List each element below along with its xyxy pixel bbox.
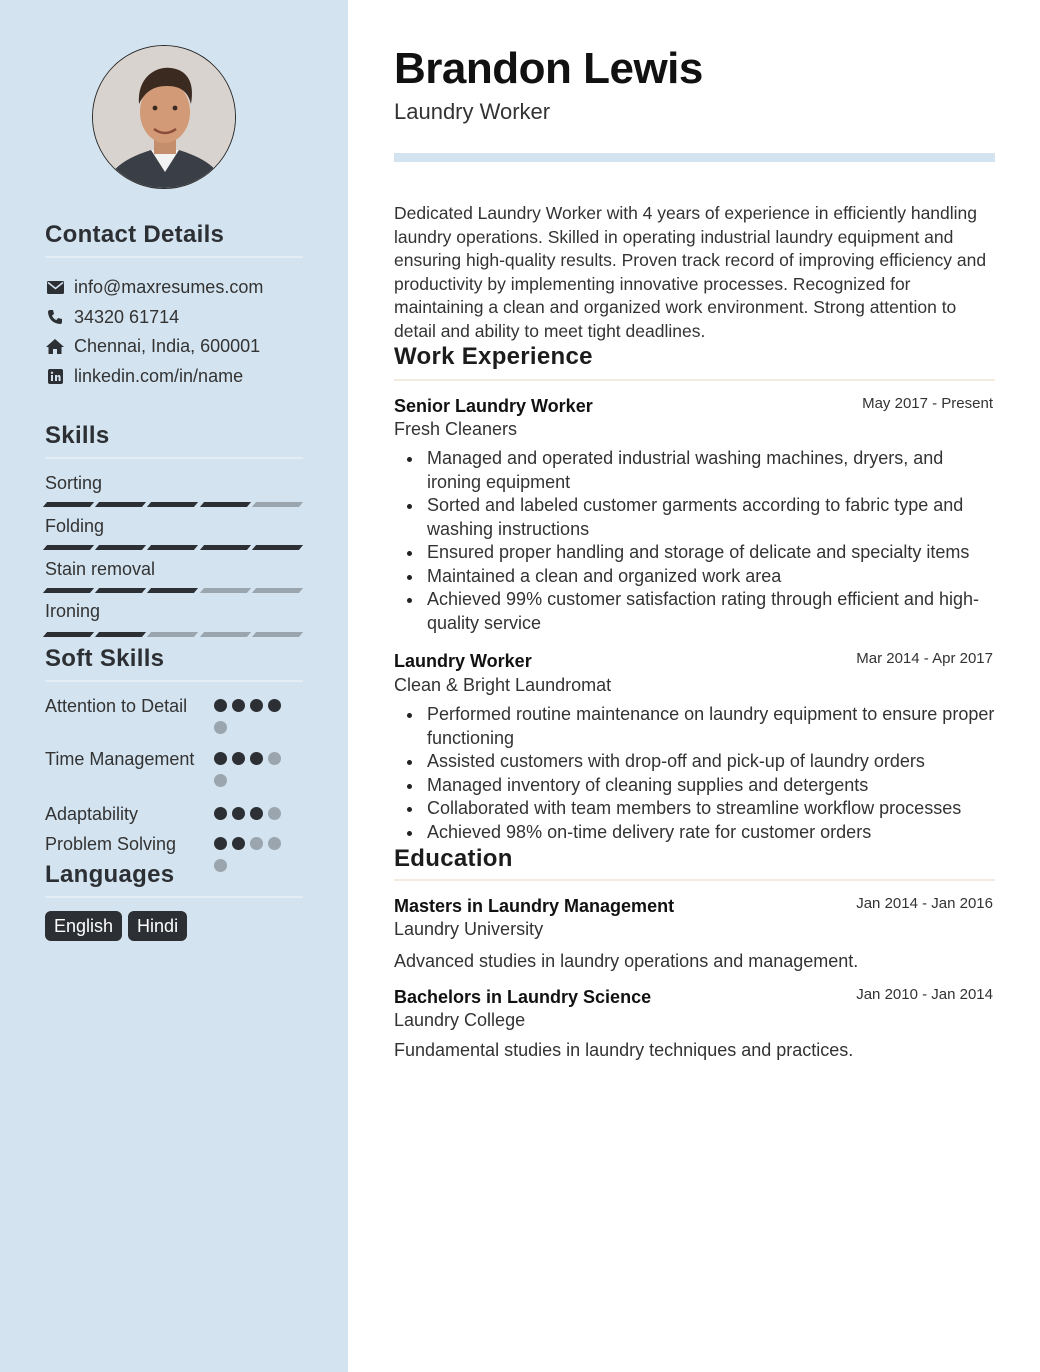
degree-description: Fundamental studies in laundry techniques and practices.: [394, 1040, 854, 1060]
job-company: Fresh Cleaners: [394, 419, 518, 439]
education-divider: [394, 879, 995, 881]
rating-dot-empty: [268, 752, 281, 765]
skill-bar-empty: [200, 588, 251, 593]
linkedin-icon: [45, 366, 65, 386]
sidebar: [0, 0, 348, 1372]
contact-divider: [45, 256, 303, 258]
soft-skill-label: Time Management: [45, 749, 195, 769]
school-name: Laundry University: [394, 919, 544, 939]
skill-bar-filled: [95, 632, 146, 637]
skill-bar-filled: [43, 588, 94, 593]
contact-phone-text: 34320 61714: [74, 306, 180, 327]
list-item: Achieved 99% customer satisfaction rating through efficient and high-quality service: [394, 588, 996, 635]
skill-bar-filled: [95, 545, 146, 550]
skill-label: Ironing: [45, 601, 101, 621]
skill-label: Sorting: [45, 473, 103, 493]
phone-icon: [45, 307, 65, 327]
list-item: Assisted customers with drop-off and pick-up of laundry orders: [394, 750, 996, 774]
skill-bar-empty: [252, 632, 303, 637]
degree-description: Advanced studies in laundry operations and management.: [394, 951, 859, 971]
candidate-title: Laundry Worker: [394, 99, 551, 124]
job-company: Clean & Bright Laundromat: [394, 675, 612, 695]
contact-linkedin[interactable]: [45, 364, 243, 388]
job-bullets: [394, 703, 996, 844]
rating-dot-empty: [250, 837, 263, 850]
rating-dot-filled: [214, 807, 227, 820]
envelope-icon: [45, 277, 65, 297]
soft-skill-rating: [214, 752, 286, 787]
skill-rating: [45, 502, 301, 508]
contact-linkedin-text: linkedin.com/in/name: [74, 365, 244, 386]
rating-dot-filled: [214, 752, 227, 765]
skill-bar-filled: [95, 588, 146, 593]
job-title: Senior Laundry Worker: [394, 396, 593, 416]
soft-skill-rating: [214, 807, 286, 820]
skill-bar-empty: [147, 632, 198, 637]
rating-dot-empty: [268, 807, 281, 820]
skill-bar-filled: [200, 545, 251, 550]
skill-bar-filled: [200, 502, 251, 507]
skill-bar-filled: [252, 545, 303, 550]
skills-heading: Skills: [45, 422, 110, 449]
skill-rating: [45, 588, 301, 594]
list-item: Achieved 98% on-time delivery rate for customer orders: [394, 821, 996, 845]
rating-dot-filled: [232, 752, 245, 765]
job-date: May 2017 - Present: [862, 395, 993, 412]
skill-bar-filled: [43, 502, 94, 507]
rating-dot-empty: [214, 774, 227, 787]
list-item: Managed inventory of cleaning supplies and detergents: [394, 774, 996, 798]
degree-date: Jan 2010 - Jan 2014: [856, 986, 993, 1003]
rating-dot-filled: [214, 699, 227, 712]
skills-divider: [45, 457, 303, 459]
job-title: Laundry Worker: [394, 651, 532, 671]
home-icon: [45, 336, 65, 356]
skill-label: Stain removal: [45, 559, 156, 579]
soft-skills-heading: Soft Skills: [45, 645, 165, 672]
skill-bar-filled: [147, 545, 198, 550]
contact-address-text: Chennai, India, 600001: [74, 335, 261, 356]
list-item: Sorted and labeled customer garments according to fabric type and washing instructions: [394, 494, 996, 541]
rating-dot-filled: [232, 837, 245, 850]
skill-bar-empty: [252, 502, 303, 507]
skill-bar-filled: [95, 502, 146, 507]
job-date: Mar 2014 - Apr 2017: [856, 650, 993, 667]
skill-bar-filled: [43, 545, 94, 550]
rating-dot-filled: [232, 699, 245, 712]
list-item: Ensured proper handling and storage of delicate and specialty items: [394, 541, 996, 565]
header-accent-bar: [394, 153, 995, 162]
candidate-name: Brandon Lewis: [394, 44, 703, 93]
soft-skill-rating: [214, 699, 286, 734]
rating-dot-filled: [232, 807, 245, 820]
education-heading: Education: [394, 845, 513, 872]
contact-email[interactable]: [45, 275, 263, 299]
skill-bar-filled: [147, 502, 198, 507]
skill-bar-empty: [252, 588, 303, 593]
rating-dot-empty: [214, 721, 227, 734]
soft-skill-label: Adaptability: [45, 804, 139, 824]
work-experience-divider: [394, 379, 995, 381]
list-item: Performed routine maintenance on laundry equipment to ensure proper functioning: [394, 703, 996, 750]
languages-divider: [45, 896, 303, 898]
languages-heading: Languages: [45, 861, 175, 888]
skill-rating: [45, 632, 301, 638]
list-item: Collaborated with team members to streamline workflow processes: [394, 797, 996, 821]
work-experience-heading: Work Experience: [394, 343, 593, 370]
main-content: [348, 0, 1040, 1372]
skill-bar-empty: [200, 632, 251, 637]
contact-email-text: info@maxresumes.com: [74, 276, 264, 297]
degree-date: Jan 2014 - Jan 2016: [856, 895, 993, 912]
rating-dot-empty: [268, 837, 281, 850]
school-name: Laundry College: [394, 1010, 526, 1030]
contact-address: [45, 334, 260, 358]
skill-bar-filled: [147, 588, 198, 593]
rating-dot-filled: [250, 807, 263, 820]
rating-dot-filled: [214, 837, 227, 850]
profile-summary: Dedicated Laundry Worker with 4 years of experience in efficiently handling laundry operations. Skilled in operating industrial laundry equipment and ensuring high-quality results. Proven track record of improving efficiency and productivity by implementing innovative processes. Recognized for maintaining a clean and organized work environment. Strong attention to detail and ability to meet tight deadlines.: [394, 203, 987, 341]
avatar: [92, 45, 236, 189]
list-item: Maintained a clean and organized work area: [394, 565, 996, 589]
rating-dot-filled: [268, 699, 281, 712]
skill-rating: [45, 545, 301, 551]
rating-dot-filled: [250, 752, 263, 765]
rating-dot-filled: [250, 699, 263, 712]
soft-skill-label: Problem Solving: [45, 834, 177, 854]
language-chip: English: [45, 911, 122, 941]
skill-bar-filled: [43, 632, 94, 637]
language-list: [45, 911, 187, 941]
contact-heading: Contact Details: [45, 221, 225, 248]
contact-phone[interactable]: [45, 305, 179, 329]
rating-dot-empty: [214, 859, 227, 872]
skill-label: Folding: [45, 516, 105, 536]
list-item: Managed and operated industrial washing machines, dryers, and ironing equipment: [394, 447, 996, 494]
degree-title: Masters in Laundry Management: [394, 896, 675, 916]
soft-skill-rating: [214, 837, 286, 872]
job-bullets: [394, 447, 996, 635]
soft-skill-label: Attention to Detail: [45, 696, 188, 716]
degree-title: Bachelors in Laundry Science: [394, 987, 652, 1007]
soft-skills-divider: [45, 680, 303, 682]
language-chip: Hindi: [128, 911, 187, 941]
